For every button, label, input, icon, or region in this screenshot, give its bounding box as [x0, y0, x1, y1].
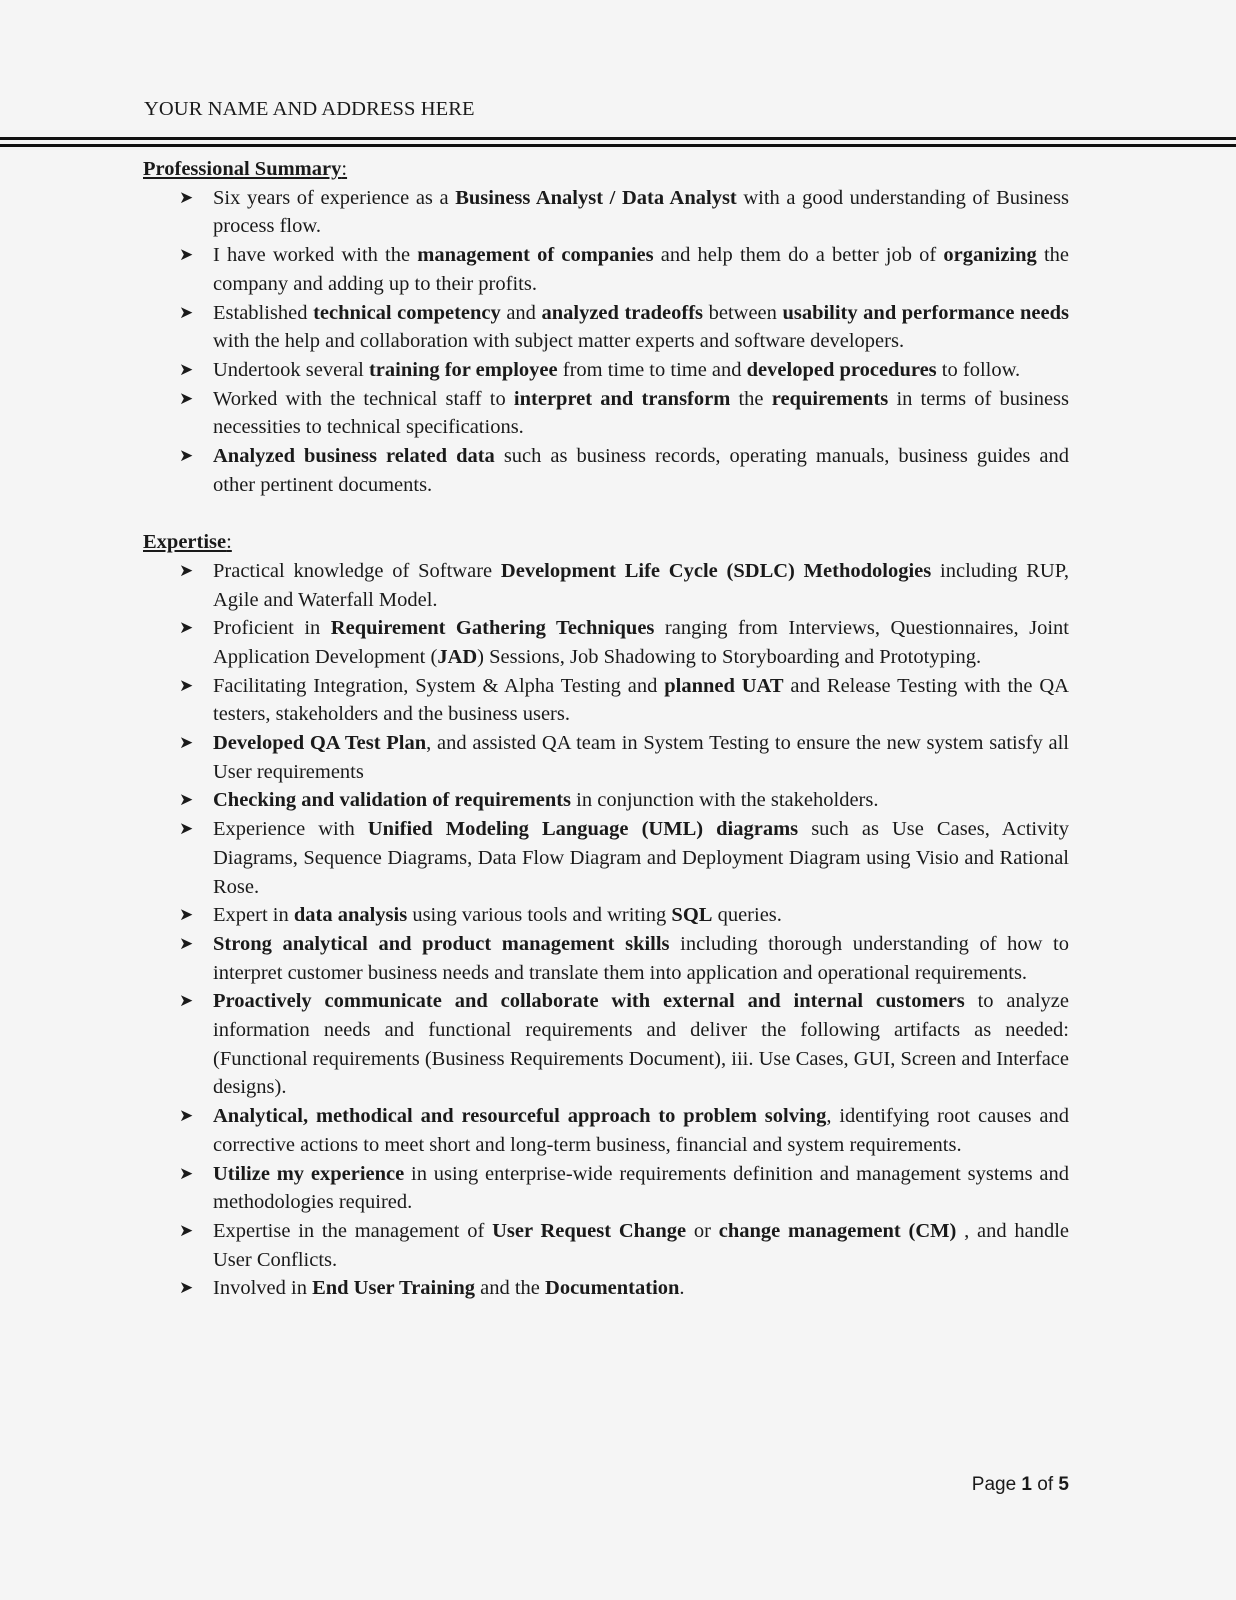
bold-text: change management (CM) [718, 1220, 957, 1242]
bold-text: End User Training [312, 1277, 475, 1300]
text: , and assisted QA team in System Testing to ensure the new system satisfy all User requirements [213, 732, 1069, 783]
list-item [143, 1102, 1069, 1159]
bold-text: JAD [437, 645, 478, 668]
section-expertise [143, 528, 1069, 1303]
text: to follow. [936, 358, 1021, 381]
bold-text: Checking and validation of requirements [213, 789, 572, 812]
text: in conjunction with the stakeholders. [571, 789, 879, 812]
bold-text: data analysis [293, 904, 408, 927]
bold-text: Documentation [545, 1277, 680, 1300]
list-item [143, 786, 1069, 815]
bold-text: analyzed tradeoffs [541, 301, 704, 324]
list-item [143, 184, 1069, 241]
total-pages: 5 [1058, 1474, 1069, 1495]
bold-text: Requirement Gathering Techniques [330, 617, 655, 640]
list-item [143, 557, 1069, 614]
text: queries. [712, 904, 782, 927]
current-page: 1 [1021, 1474, 1032, 1495]
text: Six years of experience as a [213, 186, 456, 209]
section-professional-summary [143, 155, 1069, 499]
header-rule-top [0, 137, 1236, 140]
list-item [143, 1217, 1069, 1274]
text: Expert in [213, 904, 294, 927]
list-item [143, 356, 1069, 385]
bold-text: Business Analyst / Data Analyst [455, 186, 737, 209]
arrow-bullet-icon: ➤ [179, 790, 194, 810]
text: ) Sessions, Job Shadowing to Storyboarding and Prototyping. [477, 645, 982, 668]
list-item [143, 442, 1069, 499]
bold-text: Analyzed business related data [213, 445, 495, 468]
arrow-bullet-icon: ➤ [179, 187, 194, 207]
bold-text: developed procedures [746, 358, 937, 381]
text: Involved in [213, 1277, 313, 1300]
text: to analyze information needs and functional requirements and deliver the following artifacts as needed: (Functional requirements (Business Requirements Document), iii. Use Cases, GUI, Screen and Interface designs). [213, 990, 1069, 1099]
text: , and handle User Conflicts. [213, 1220, 1070, 1271]
of-label: of [1037, 1474, 1054, 1495]
list-item [143, 614, 1069, 671]
bold-text: requirements [771, 387, 889, 410]
bold-text: management of companies [417, 244, 654, 267]
arrow-bullet-icon: ➤ [179, 245, 194, 265]
text: such as business records, operating manuals, business guides and other pertinent documents. [213, 445, 1069, 496]
bold-text: usability and performance needs [782, 301, 1069, 324]
list-item [143, 729, 1069, 786]
text: using various tools and writing [407, 904, 672, 927]
text: and Release Testing with the QA testers, stakeholders and the business users. [213, 674, 1069, 726]
list-item [143, 241, 1069, 298]
text: Facilitating Integration, System & Alpha Testing and [213, 674, 665, 697]
arrow-bullet-icon: ➤ [179, 359, 194, 379]
text: with a good understanding of Business process flow. [213, 186, 1069, 238]
page-number [972, 1474, 1069, 1496]
bold-text: organizing [943, 244, 1037, 267]
arrow-bullet-icon: ➤ [179, 905, 194, 925]
list-item [143, 815, 1069, 901]
bold-text: Proactively communicate and collaborate with external and internal customers [213, 990, 965, 1013]
bold-text: SQL [671, 904, 713, 927]
arrow-bullet-icon: ➤ [179, 733, 194, 753]
page-label: Page [971, 1474, 1017, 1495]
text: and help them do a better job of [653, 244, 944, 267]
text: , identifying root causes and corrective actions to meet short and long-term business, financial and system requirements. [213, 1105, 1069, 1156]
arrow-bullet-icon: ➤ [179, 991, 194, 1011]
arrow-bullet-icon: ➤ [179, 933, 194, 953]
list-item [143, 987, 1069, 1102]
text: Established [213, 301, 314, 324]
arrow-bullet-icon: ➤ [179, 302, 194, 322]
bold-text: Development Life Cycle (SDLC) Methodologies [500, 559, 932, 582]
list-item [143, 930, 1069, 987]
arrow-bullet-icon: ➤ [179, 1106, 194, 1126]
text: Worked with the technical staff to [213, 387, 514, 410]
text: or [686, 1220, 719, 1242]
list-item [143, 672, 1069, 729]
name-address-header: YOUR NAME AND ADDRESS HERE [144, 98, 475, 120]
section-heading-text: Professional Summary [143, 158, 342, 180]
resume-body [143, 155, 1069, 1332]
arrow-bullet-icon: ➤ [179, 819, 194, 839]
bullet-list [143, 557, 1069, 1303]
text: such as Use Cases, Activity Diagrams, Sequence Diagrams, Data Flow Diagram and Deployment Diagram using Visio and Rational Rose. [213, 818, 1069, 898]
arrow-bullet-icon: ➤ [179, 1278, 194, 1298]
arrow-bullet-icon: ➤ [179, 1163, 194, 1183]
text: Practical knowledge of Software [213, 559, 501, 582]
text: Experience with [213, 818, 368, 841]
bold-text: Analytical, methodical and resourceful approach to problem solving [213, 1105, 827, 1128]
text: Undertook several [213, 358, 369, 381]
text: with the help and collaboration with subject matter experts and software developers. [213, 330, 905, 353]
bold-text: Unified Modeling Language (UML) diagrams [367, 818, 799, 841]
text: Expertise in the management of [213, 1220, 493, 1242]
list-item [143, 901, 1069, 930]
bold-text: Strong analytical and product management skills [213, 932, 670, 955]
text: between [703, 301, 783, 324]
arrow-bullet-icon: ➤ [179, 446, 194, 466]
section-heading [143, 528, 1069, 557]
bold-text: Utilize my experience [213, 1162, 405, 1185]
bold-text: training for employee [368, 358, 558, 381]
text: including thorough understanding of how to interpret customer business needs and translate them into application and operational requirements. [213, 932, 1069, 984]
text: in terms of business necessities to technical specifications. [213, 387, 1070, 439]
text: ranging from Interviews, Questionnaires, Joint Application Development ( [213, 617, 1069, 668]
heading-colon: : [341, 158, 348, 180]
arrow-bullet-icon: ➤ [179, 618, 194, 638]
text: . [679, 1277, 685, 1300]
section-heading-text: Expertise [143, 531, 227, 554]
bold-text: User Request Change [492, 1220, 687, 1242]
header-rule-bottom [0, 144, 1236, 147]
text: and the [475, 1277, 546, 1300]
bold-text: planned UAT [664, 674, 784, 697]
list-item [143, 1274, 1069, 1303]
text: including RUP, Agile and Waterfall Model. [213, 559, 1069, 611]
arrow-bullet-icon: ➤ [179, 388, 194, 408]
text: in using enterprise-wide requirements definition and management systems and methodologies required. [213, 1162, 1069, 1214]
text: and [500, 301, 542, 324]
arrow-bullet-icon: ➤ [179, 1221, 194, 1240]
arrow-bullet-icon: ➤ [179, 675, 194, 695]
text: the [730, 387, 772, 410]
list-item [143, 299, 1069, 356]
bold-text: technical competency [313, 301, 501, 324]
text: I have worked with the [213, 244, 418, 267]
arrow-bullet-icon: ➤ [179, 560, 194, 580]
bold-text: interpret and transform [513, 387, 731, 410]
bullet-list [143, 184, 1069, 500]
list-item [143, 385, 1069, 442]
text: Proficient in [213, 617, 331, 640]
list-item [143, 1160, 1069, 1217]
section-heading [143, 155, 1069, 184]
heading-colon: : [226, 531, 232, 554]
text: from time to time and [557, 358, 747, 381]
text: the company and adding up to their profits. [213, 244, 1069, 295]
bold-text: Developed QA Test Plan [213, 732, 427, 755]
